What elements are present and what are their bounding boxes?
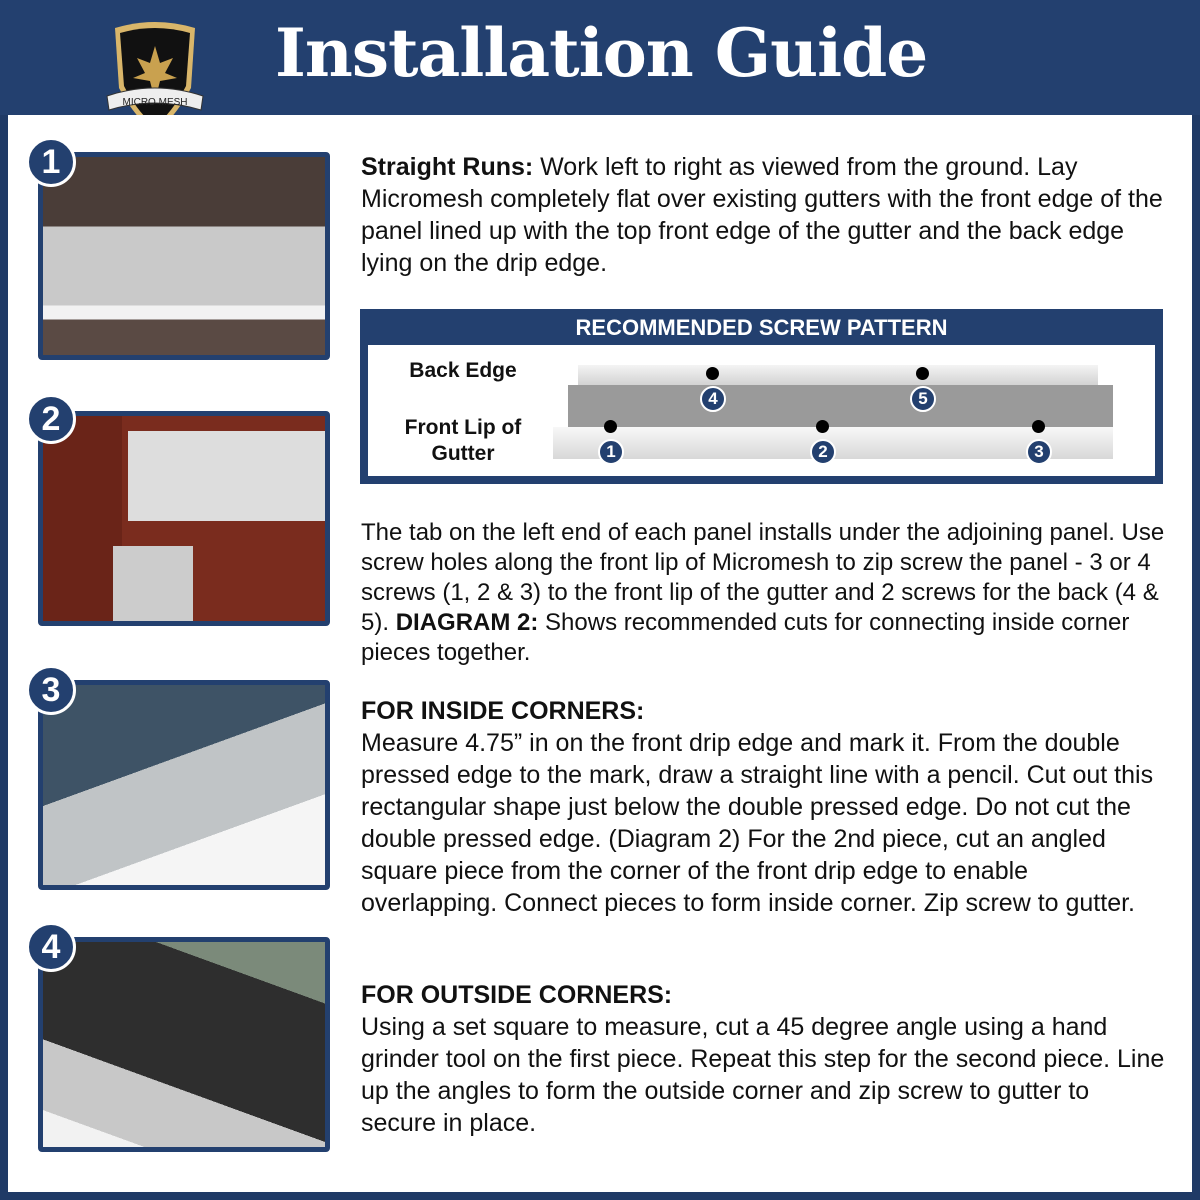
outside-corners-text: Using a set square to measure, cut a 45 degree angle using a hand grinder tool on the first piece. Repeat this step for the second piece. Line up the angles to form the outside corner and zip screw to gutter to secure in place. xyxy=(361,1013,1165,1137)
page-title: Installation Guide xyxy=(275,14,928,92)
step-number: 3 xyxy=(26,665,76,715)
svg-text:MICRO MESH: MICRO MESH xyxy=(122,97,188,108)
step-number: 4 xyxy=(26,922,76,972)
step-number: 1 xyxy=(26,137,76,187)
step-3-photo xyxy=(38,680,330,890)
straight-runs-text xyxy=(361,151,1171,279)
screw-2: 2 xyxy=(810,439,836,465)
step-1-photo xyxy=(38,152,330,360)
outside-corners-heading: FOR OUTSIDE CORNERS: xyxy=(361,981,673,1009)
straight-runs-body: Work left to right as viewed from the ground. Lay Micromesh completely flat over existing gutters with the front edge of the panel lined up with the top front edge of the gutter and the back edge lying on the drip edge. xyxy=(361,153,1163,277)
tab-text-2: Shows recommended cuts for connecting inside corner pieces together. xyxy=(361,609,1130,666)
tab-instructions xyxy=(361,518,1171,668)
front-lip-label: Front Lip of Gutter xyxy=(404,416,522,465)
inside-corners-heading: FOR INSIDE CORNERS: xyxy=(361,697,645,725)
screw-5: 5 xyxy=(910,386,936,412)
outside-corners-section xyxy=(361,979,1171,1139)
diagram-2-label: DIAGRAM 2: xyxy=(395,609,539,636)
back-edge-label: Back Edge xyxy=(409,359,517,382)
inside-corners-text: Measure 4.75” in on the front drip edge and mark it. From the double pressed edge to the mark, draw a straight line with a pencil. Cut out this rectangular shape just below the double pressed edge. Do not cut the double pressed edge. (Diagram 2) For the 2nd piece, cut an angled square piece from the corner of the front drip edge to enable overlapping. Connect pieces to form inside corner. Zip screw to gutter. xyxy=(361,729,1154,917)
screw-1: 1 xyxy=(598,439,624,465)
screw-3: 3 xyxy=(1026,439,1052,465)
straight-runs-label: Straight Runs: xyxy=(361,153,534,181)
screw-pattern-diagram xyxy=(360,309,1163,484)
tab-text: The tab on the left end of each panel installs under the adjoining panel. Use screw holes along the front lip of Micromesh to zip screw the panel - 3 or 4 screws (1, 2 & 3) to the front lip of the gutter and 2 screws for the back (4 & 5). xyxy=(361,519,1165,636)
step-4-photo xyxy=(38,937,330,1152)
step-2-photo xyxy=(38,411,330,626)
screw-4: 4 xyxy=(700,386,726,412)
inside-corners-section xyxy=(361,695,1171,919)
diagram-title: RECOMMENDED SCREW PATTERN xyxy=(575,315,948,340)
step-number: 2 xyxy=(26,394,76,444)
